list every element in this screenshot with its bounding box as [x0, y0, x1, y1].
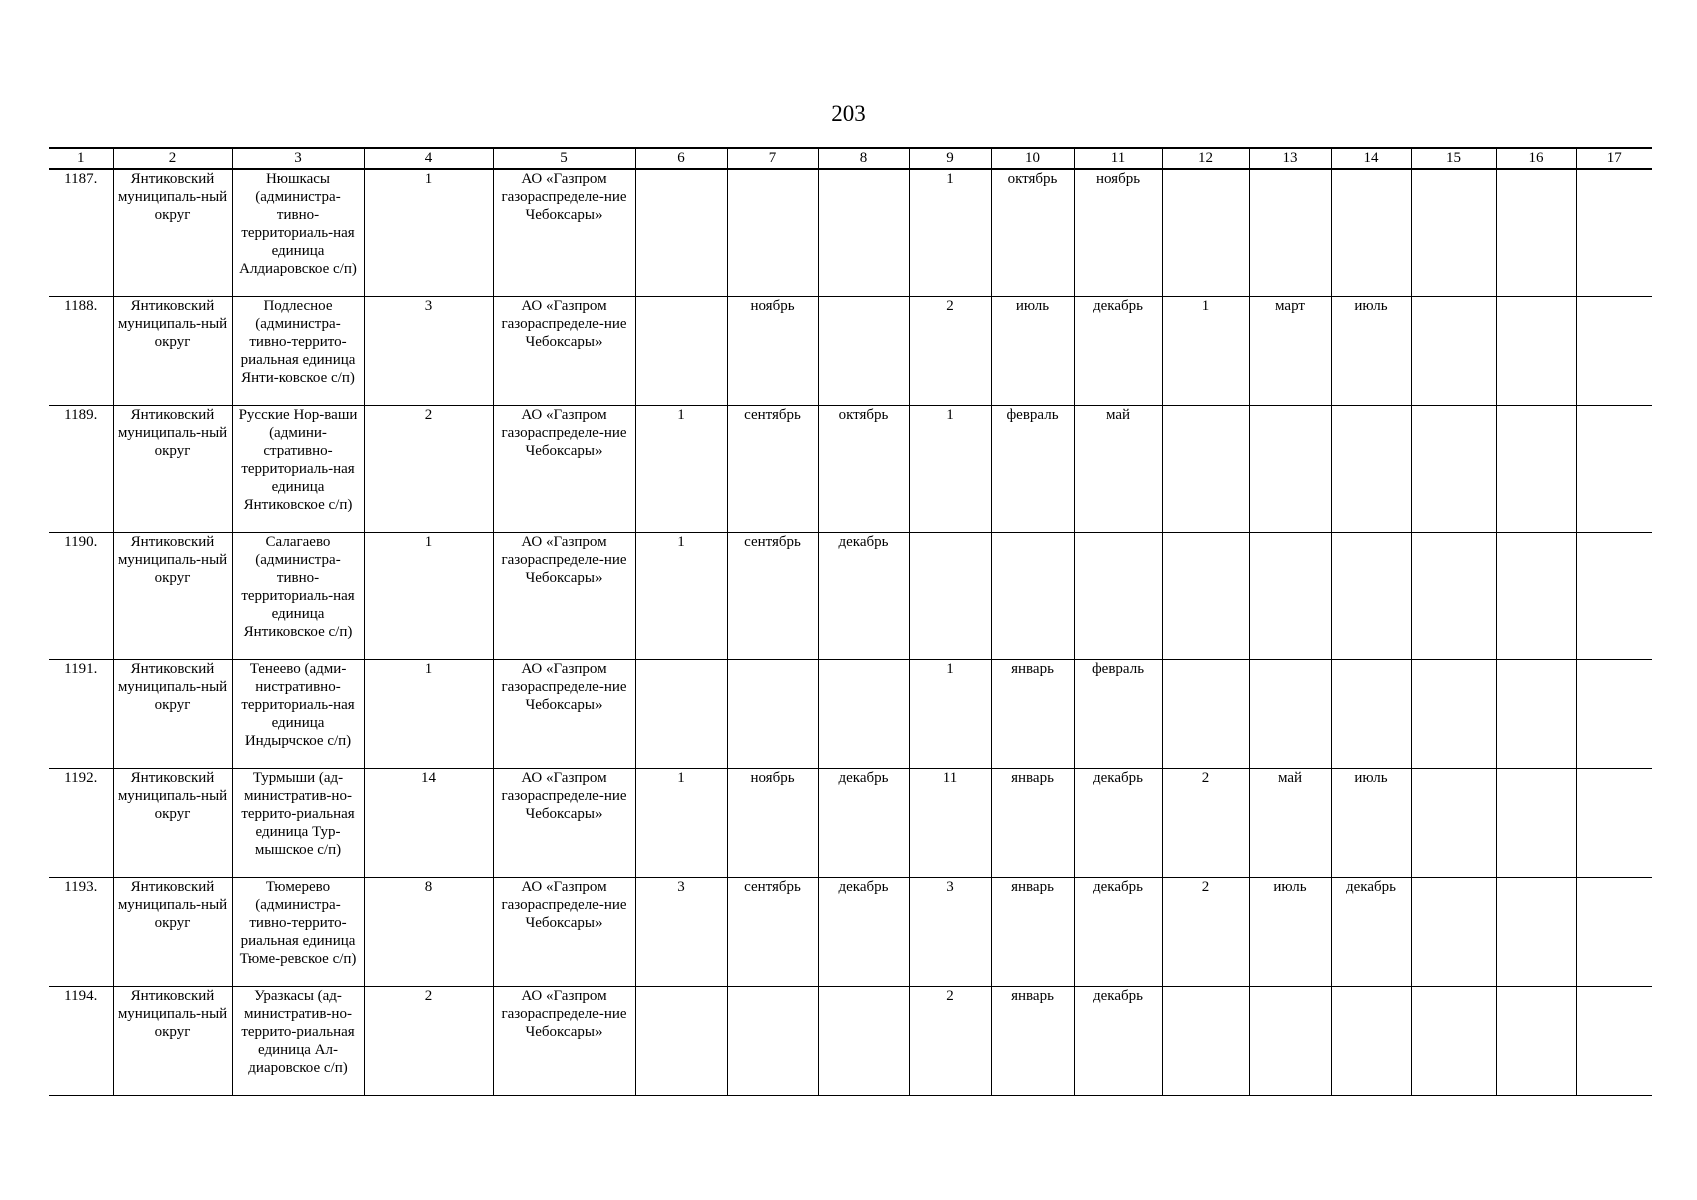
table-row	[49, 533, 1652, 660]
column-header: 1	[49, 148, 113, 169]
table-cell: февраль	[991, 406, 1074, 533]
table-cell: 2	[909, 297, 991, 406]
row-number: 1193.	[49, 878, 113, 987]
table-cell: декабрь	[1074, 878, 1162, 987]
table-cell: май	[1249, 769, 1331, 878]
table-cell	[1411, 987, 1496, 1096]
table-cell	[1496, 169, 1576, 297]
table-cell	[1496, 406, 1576, 533]
organization-cell: АО «Газпром газораспределе-ние Чебоксары»	[493, 406, 635, 533]
column-header: 7	[727, 148, 818, 169]
organization-cell: АО «Газпром газораспределе-ние Чебоксары»	[493, 169, 635, 297]
row-number: 1191.	[49, 660, 113, 769]
organization-cell: АО «Газпром газораспределе-ние Чебоксары»	[493, 533, 635, 660]
district-cell: Янтиковский муниципаль-ный округ	[113, 660, 232, 769]
table-cell	[1162, 406, 1249, 533]
table-row	[49, 297, 1652, 406]
table-cell	[1411, 406, 1496, 533]
table-cell	[1496, 297, 1576, 406]
table-cell	[1576, 878, 1652, 987]
table-cell: июль	[1249, 878, 1331, 987]
column-header: 16	[1496, 148, 1576, 169]
table-cell	[1576, 660, 1652, 769]
table-cell: январь	[991, 878, 1074, 987]
table-cell: 2	[364, 987, 493, 1096]
row-number: 1188.	[49, 297, 113, 406]
table-cell: 1	[635, 406, 727, 533]
table-cell: декабрь	[818, 878, 909, 987]
table-cell	[818, 987, 909, 1096]
column-header: 15	[1411, 148, 1496, 169]
table-cell	[1249, 169, 1331, 297]
table-cell	[818, 169, 909, 297]
table-cell: декабрь	[818, 769, 909, 878]
table-cell	[1576, 987, 1652, 1096]
table-row	[49, 987, 1652, 1096]
table-cell: сентябрь	[727, 878, 818, 987]
settlement-cell: Салагаево (администра-тивно-территориаль-ная единица Янтиковское с/п)	[232, 533, 364, 660]
table-cell: 2	[909, 987, 991, 1096]
page-number: 203	[831, 101, 866, 126]
table-cell: 2	[1162, 878, 1249, 987]
table-cell: 8	[364, 878, 493, 987]
table-cell	[818, 297, 909, 406]
table-cell	[1331, 406, 1411, 533]
table-cell	[1576, 406, 1652, 533]
table-cell	[635, 987, 727, 1096]
table-cell	[1331, 169, 1411, 297]
table-cell	[991, 533, 1074, 660]
column-header: 6	[635, 148, 727, 169]
column-header: 8	[818, 148, 909, 169]
table-cell: декабрь	[1074, 987, 1162, 1096]
table-cell	[1162, 533, 1249, 660]
organization-cell: АО «Газпром газораспределе-ние Чебоксары»	[493, 297, 635, 406]
table-cell	[1249, 406, 1331, 533]
column-header: 14	[1331, 148, 1411, 169]
table-cell	[635, 169, 727, 297]
table-row	[49, 406, 1652, 533]
table-row	[49, 169, 1652, 297]
table-cell: июль	[991, 297, 1074, 406]
table-cell	[1162, 987, 1249, 1096]
table-cell: июль	[1331, 297, 1411, 406]
settlement-cell: Уразкасы (ад-министратив-но-террито-риальная единица Ал-диаровское с/п)	[232, 987, 364, 1096]
column-header: 13	[1249, 148, 1331, 169]
table-row	[49, 769, 1652, 878]
settlement-cell: Тюмерево (администра-тивно-террито-риальная единица Тюме-ревское с/п)	[232, 878, 364, 987]
settlement-cell: Нюшкасы (администра-тивно-территориаль-ная единица Алдиаровское с/п)	[232, 169, 364, 297]
district-cell: Янтиковский муниципаль-ный округ	[113, 878, 232, 987]
table-cell	[635, 297, 727, 406]
table-cell: 1	[364, 533, 493, 660]
table-cell: 1	[364, 660, 493, 769]
table-cell: 11	[909, 769, 991, 878]
settlement-cell: Тенеево (адми-нистративно-территориаль-ная единица Индырчское с/п)	[232, 660, 364, 769]
table-cell	[1576, 297, 1652, 406]
organization-cell: АО «Газпром газораспределе-ние Чебоксары»	[493, 878, 635, 987]
table-cell: 3	[364, 297, 493, 406]
table-cell: декабрь	[818, 533, 909, 660]
table-cell: июль	[1331, 769, 1411, 878]
table-cell	[1162, 169, 1249, 297]
table-cell: сентябрь	[727, 406, 818, 533]
table-cell	[1411, 297, 1496, 406]
table-cell: ноябрь	[727, 297, 818, 406]
column-header: 4	[364, 148, 493, 169]
column-header: 11	[1074, 148, 1162, 169]
table-cell: 1	[1162, 297, 1249, 406]
table-cell: 1	[909, 660, 991, 769]
table-cell: 1	[364, 169, 493, 297]
table-cell	[727, 169, 818, 297]
table-cell	[1411, 533, 1496, 660]
column-header: 12	[1162, 148, 1249, 169]
table-cell: ноябрь	[1074, 169, 1162, 297]
table-cell: декабрь	[1074, 769, 1162, 878]
table-cell	[1249, 987, 1331, 1096]
table-cell	[727, 660, 818, 769]
table-cell: сентябрь	[727, 533, 818, 660]
table-cell	[1411, 169, 1496, 297]
table-cell: октябрь	[818, 406, 909, 533]
column-header: 10	[991, 148, 1074, 169]
table-cell: 3	[635, 878, 727, 987]
table-cell: 1	[909, 406, 991, 533]
district-cell: Янтиковский муниципаль-ный округ	[113, 169, 232, 297]
schedule-table	[49, 147, 1652, 1096]
table-cell	[1496, 533, 1576, 660]
table-cell	[1331, 987, 1411, 1096]
district-cell: Янтиковский муниципаль-ный округ	[113, 533, 232, 660]
table-cell: декабрь	[1074, 297, 1162, 406]
column-header: 17	[1576, 148, 1652, 169]
table-cell	[1331, 660, 1411, 769]
table-cell: 1	[909, 169, 991, 297]
district-cell: Янтиковский муниципаль-ный округ	[113, 297, 232, 406]
table-cell	[1496, 769, 1576, 878]
table-cell	[818, 660, 909, 769]
district-cell: Янтиковский муниципаль-ный округ	[113, 769, 232, 878]
table-cell	[1249, 660, 1331, 769]
table-cell	[1496, 987, 1576, 1096]
column-header: 5	[493, 148, 635, 169]
table-cell: 1	[635, 533, 727, 660]
table-cell: ноябрь	[727, 769, 818, 878]
table-cell	[909, 533, 991, 660]
table-cell: декабрь	[1331, 878, 1411, 987]
table-row	[49, 660, 1652, 769]
row-number: 1194.	[49, 987, 113, 1096]
settlement-cell: Русские Нор-ваши (админи-стративно-территориаль-ная единица Янтиковское с/п)	[232, 406, 364, 533]
column-header: 9	[909, 148, 991, 169]
district-cell: Янтиковский муниципаль-ный округ	[113, 406, 232, 533]
organization-cell: АО «Газпром газораспределе-ние Чебоксары»	[493, 987, 635, 1096]
table-cell	[1411, 660, 1496, 769]
row-number: 1187.	[49, 169, 113, 297]
table-cell: 1	[635, 769, 727, 878]
table-cell	[1496, 660, 1576, 769]
table-cell	[1162, 660, 1249, 769]
table-cell	[1331, 533, 1411, 660]
table-cell: март	[1249, 297, 1331, 406]
header-row	[49, 148, 1652, 169]
organization-cell: АО «Газпром газораспределе-ние Чебоксары»	[493, 660, 635, 769]
settlement-cell: Подлесное (администра-тивно-террито-риальная единица Янти-ковское с/п)	[232, 297, 364, 406]
table-cell	[1576, 533, 1652, 660]
column-header: 2	[113, 148, 232, 169]
table-cell: 2	[364, 406, 493, 533]
table-cell: январь	[991, 987, 1074, 1096]
table-cell: 3	[909, 878, 991, 987]
table-cell: январь	[991, 660, 1074, 769]
table-cell	[1576, 169, 1652, 297]
table-cell: 2	[1162, 769, 1249, 878]
table-row	[49, 878, 1652, 987]
table-cell: январь	[991, 769, 1074, 878]
row-number: 1189.	[49, 406, 113, 533]
table-cell	[1249, 533, 1331, 660]
table-cell	[635, 660, 727, 769]
table-cell	[1411, 878, 1496, 987]
organization-cell: АО «Газпром газораспределе-ние Чебоксары»	[493, 769, 635, 878]
column-header: 3	[232, 148, 364, 169]
row-number: 1192.	[49, 769, 113, 878]
table-cell	[1576, 769, 1652, 878]
table-cell: май	[1074, 406, 1162, 533]
table-cell: 14	[364, 769, 493, 878]
table-cell	[1496, 878, 1576, 987]
row-number: 1190.	[49, 533, 113, 660]
table-cell	[1411, 769, 1496, 878]
table-cell	[727, 987, 818, 1096]
district-cell: Янтиковский муниципаль-ный округ	[113, 987, 232, 1096]
table-cell: февраль	[1074, 660, 1162, 769]
table-cell: октябрь	[991, 169, 1074, 297]
table-cell	[1074, 533, 1162, 660]
settlement-cell: Турмыши (ад-министратив-но-террито-риальная единица Тур-мышское с/п)	[232, 769, 364, 878]
